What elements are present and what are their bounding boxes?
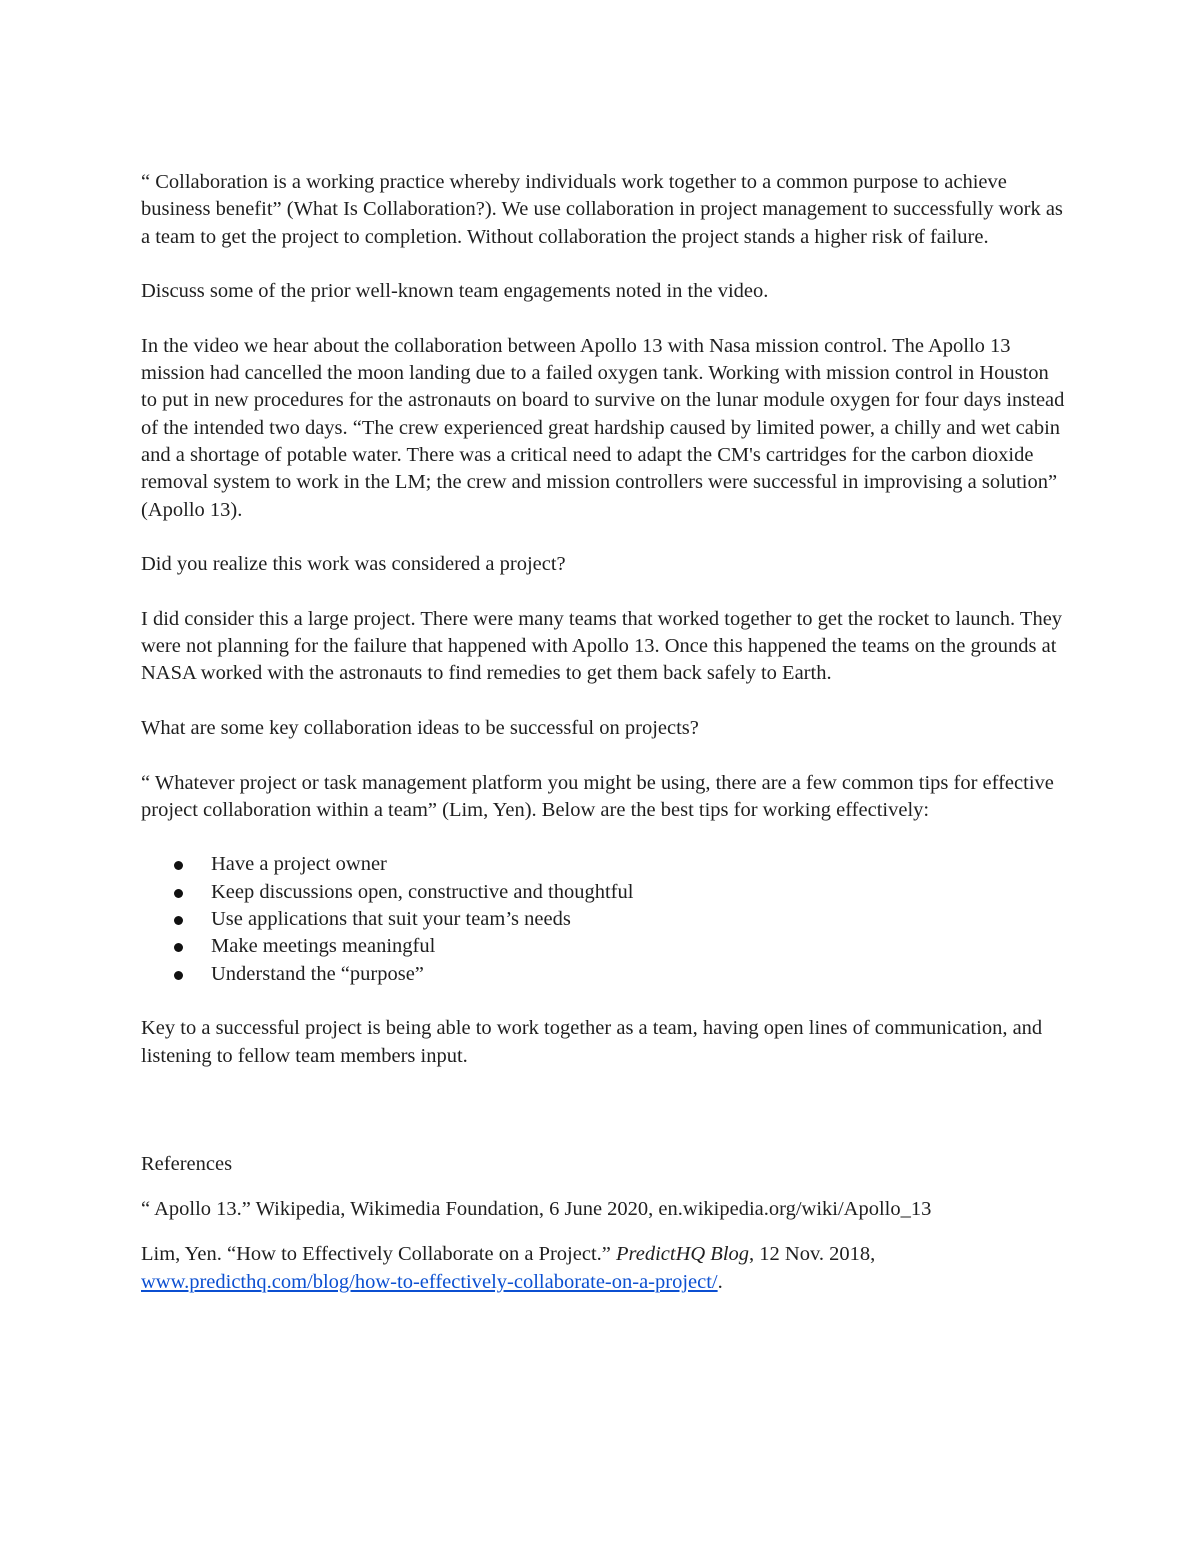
- reference-predicthq-date: , 12 Nov. 2018,: [749, 1243, 876, 1266]
- list-item: Understand the “purpose”: [211, 961, 1066, 988]
- tips-list: [141, 851, 1066, 987]
- answer-project: I did consider this a large project. There were many teams that worked together to get the rocket to launch. They were not planning for the failure that happened with Apollo 13. Once this happened the teams on the grounds at NASA worked with the astronauts to find remedies to get them back safely to Earth.: [141, 607, 1063, 685]
- reference-apollo-13: “ Apollo 13.” Wikipedia, Wikimedia Foundation, 6 June 2020, en.wikipedia.org/wiki/Apollo_13: [141, 1198, 932, 1221]
- reference-predicthq-source: PredictHQ Blog: [616, 1243, 750, 1266]
- reference-predicthq-suffix: .: [717, 1270, 723, 1293]
- question-project: Did you realize this work was considered a project?: [141, 553, 566, 576]
- list-item: Keep discussions open, constructive and thoughtful: [211, 879, 1066, 906]
- reference-predicthq-prefix: Lim, Yen. “How to Effectively Collaborate on a Project.”: [141, 1243, 616, 1266]
- list-item: Use applications that suit your team’s needs: [211, 906, 1066, 933]
- question-collaboration-ideas: What are some key collaboration ideas to be successful on projects?: [141, 716, 699, 739]
- closing-paragraph: Key to a successful project is being able to work together as a team, having open lines of communication, and listening to fellow team members input.: [141, 1017, 1043, 1067]
- reference-predicthq: [141, 1241, 1066, 1296]
- question-team-engagements: Discuss some of the prior well-known team engagements noted in the video.: [141, 280, 769, 303]
- reference-predicthq-link[interactable]: www.predicthq.com/blog/how-to-effectively-collaborate-on-a-project/: [141, 1270, 718, 1293]
- list-item: Have a project owner: [211, 851, 1066, 878]
- document-page: [141, 169, 1066, 1314]
- list-item: Make meetings meaningful: [211, 933, 1066, 960]
- intro-paragraph: “ Collaboration is a working practice whereby individuals work together to a common purpose to achieve business benefit” (What Is Collaboration?). We use collaboration in project management to successfully work as a team to get the project to completion. Without collaboration the project stands a higher risk of failure.: [141, 171, 1063, 248]
- answer-collaboration-ideas: “ Whatever project or task management platform you might be using, there are a few common tips for effective project collaboration within a team” (Lim, Yen). Below are the best tips for working effectively:: [141, 771, 1054, 821]
- answer-apollo-13: In the video we hear about the collaboration between Apollo 13 with Nasa mission control. The Apollo 13 mission had cancelled the moon landing due to a failed oxygen tank. Working with mission control in Houston to put in new procedures for the astronauts on board to survive on the lunar module oxygen for four days instead of the intended two days. “The crew experienced great hardship caused by limited power, a chilly and wet cabin and a shortage of potable water. There was a critical need to adapt the CM's cartridges for the carbon dioxide removal system to work in the LM; the crew and mission controllers were successful in improvising a solution” (Apollo 13).: [141, 334, 1065, 521]
- references-heading: References: [141, 1152, 233, 1175]
